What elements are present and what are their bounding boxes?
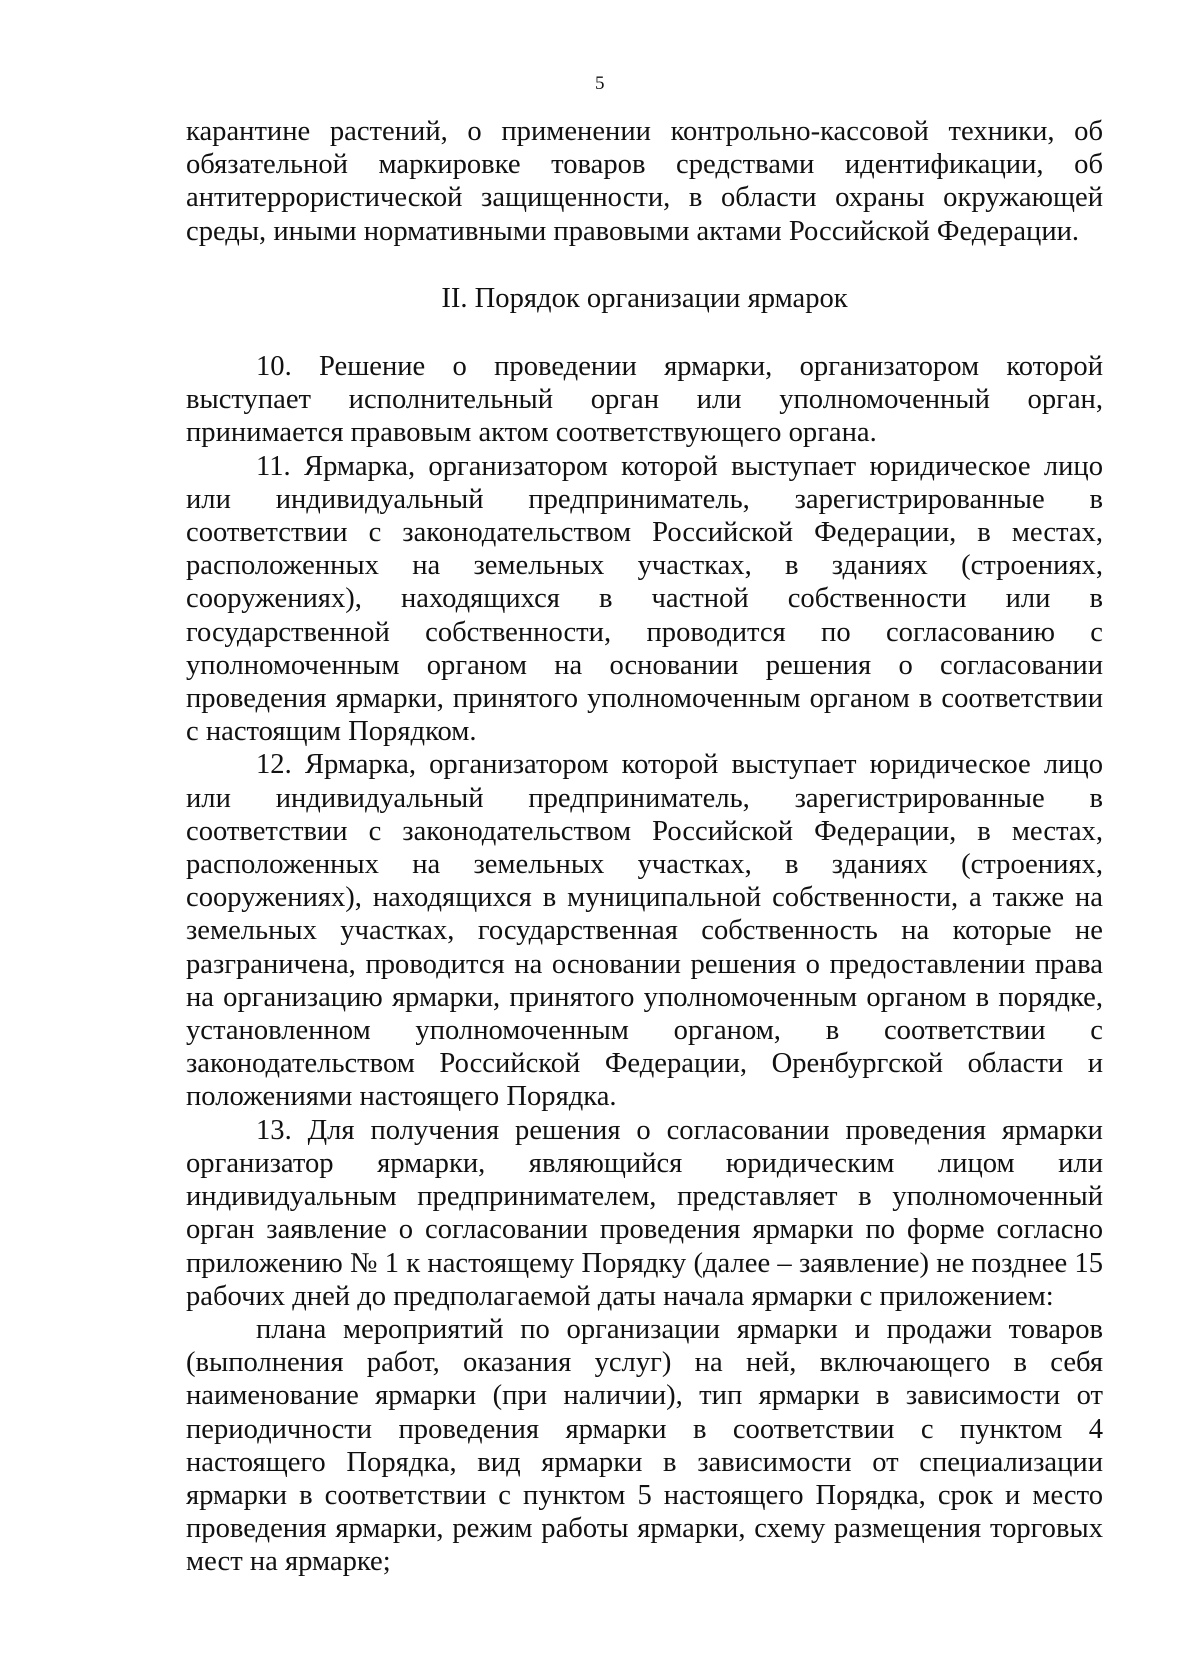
section-heading: II. Порядок организации ярмарок <box>441 282 848 314</box>
paragraph-item-11: 11. Ярмарка, организатором которой выступает юридическое лицо или индивидуальный предприниматель, зарегистрированные в соответствии с законодательством Российской Федерации, в местах, расположенных на земельных участках, в зданиях (строениях, сооружениях), находящихся в частной собственности или в государственной собственности, проводится по согласованию с уполномоченным органом на основании решения о согласовании проведения ярмарки, принятого уполномоченным органом в соответствии с настоящим Порядком. <box>186 450 1103 748</box>
document-body <box>186 115 1103 1579</box>
paragraph-item-10: 10. Решение о проведении ярмарки, организатором которой выступает исполнительный орган или уполномоченный орган, принимается правовым актом соответствующего органа. <box>186 351 1103 449</box>
page-number: 5 <box>595 73 605 94</box>
paragraph-item-12: 12. Ярмарка, организатором которой выступает юридическое лицо или индивидуальный предприниматель, зарегистрированные в соответствии с законодательством Российской Федерации, в местах, расположенных на земельных участках, в зданиях (строениях, сооружениях), находящихся в муниципальной собственности, а также на земельных участках, государственная собственность на которые не разграничена, проводится на основании решения о предоставлении права на организацию ярмарки, принятого уполномоченным органом в порядке, установленном уполномоченным органом, в соответствии с законодательством Российской Федерации, Оренбургской области и положениями настоящего Порядка. <box>186 749 1103 1113</box>
paragraph-continuation: карантине растений, о применении контрольно-кассовой техники, об обязательной маркировке товаров средствами идентификации, об антитеррористической защищенности, в области охраны окружающей среды, иными нормативными правовыми актами Российской Федерации. <box>186 116 1103 247</box>
paragraph-item-13: 13. Для получения решения о согласовании проведения ярмарки организатор ярмарки, являющийся юридическим лицом или индивидуальным предпринимателем, представляет в уполномоченный орган заявление о согласовании проведения ярмарки по форме согласно приложению № 1 к настоящему Порядку (далее – заявление) не позднее 15 рабочих дней до предполагаемой даты начала ярмарки с приложением: <box>186 1114 1103 1312</box>
paragraph-item-13-subitem: плана мероприятий по организации ярмарки и продажи товаров (выполнения работ, оказания услуг) на ней, включающего в себя наименование ярмарки (при наличии), тип ярмарки в зависимости от периодичности проведения ярмарки в соответствии с пунктом 4 настоящего Порядка, вид ярмарки в зависимости от специализации ярмарки в соответствии с пунктом 5 настоящего Порядка, срок и место проведения ярмарки, режим работы ярмарки, схему размещения торговых мест на ярмарке; <box>186 1313 1103 1578</box>
